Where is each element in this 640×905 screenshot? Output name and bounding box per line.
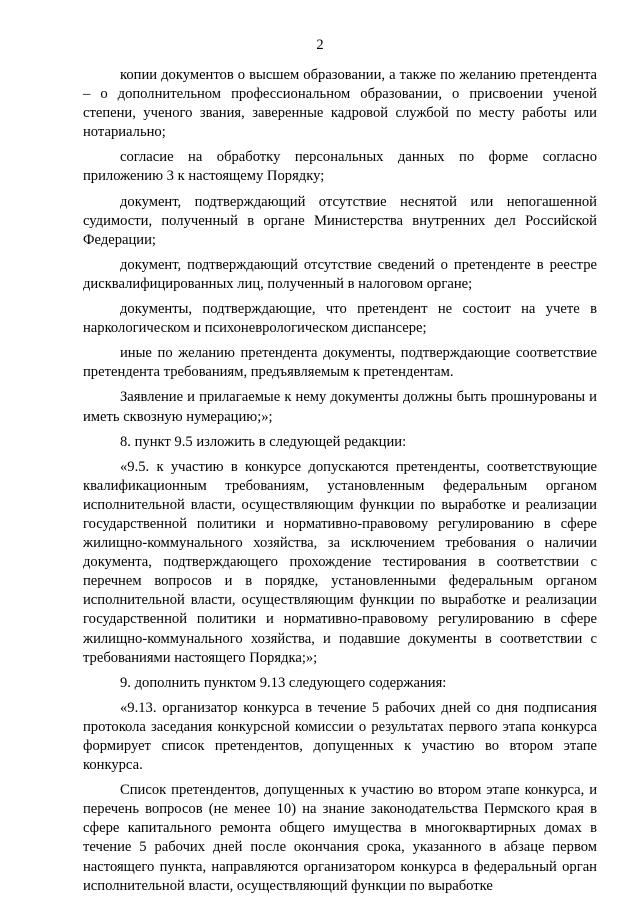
paragraph-clause-9-13: «9.13. организатор конкурса в течение 5 рабочих дней со дня подписания протокола заседания конкурсной комиссии о результатах первого этапа конкурса формирует список претендентов, допущенных к участию во втором этапе конкурса. xyxy=(83,699,597,774)
paragraph-medical-registration: документы, подтверждающие, что претендент не состоит на учете в наркологическом и психоневрологическом диспансере; xyxy=(83,301,597,337)
paragraph-other-documents: иные по желанию претендента документы, подтверждающие соответствие претендента требованиям, предъявляемым к претендентам. xyxy=(83,345,597,381)
paragraph-criminal-record: документ, подтверждающий отсутствие неснятой или непогашенной судимости, полученный в органе Министерства внутренних дел Российской Федерации; xyxy=(83,193,597,248)
paragraph-candidate-list: Список претендентов, допущенных к участию во втором этапе конкурса, и перечень вопросов (не менее 10) на знание законодательства Пермского края в сфере капитального ремонта общего имущества в многоквартирных домах в течение 5 рабочих дней после окончания срока, указанного в абзаце первом настоящего пункта, направляются организатором конкурса в федеральный орган исполнительной власти, осуществляющий функции по выработке xyxy=(83,782,597,894)
document-body xyxy=(83,66,597,896)
paragraph-item-8: 8. пункт 9.5 изложить в следующей редакции: xyxy=(120,433,407,450)
paragraph-diplomas: копии документов о высшем образовании, а также по желанию претендента – о дополнительном профессиональном образовании, о присвоении ученой степени, ученого звания, заверенные кадровой службой по месту работы или нотариально; xyxy=(83,67,597,141)
paragraph-disqualification-registry: документ, подтверждающий отсутствие сведений о претенденте в реестре дисквалифицированных лиц, полученный в налоговом органе; xyxy=(83,256,597,292)
paragraph-binding-requirement: Заявление и прилагаемые к нему документы должны быть прошнурованы и иметь сквозную нумерацию;»; xyxy=(83,389,597,425)
page-number: 2 xyxy=(316,37,324,53)
paragraph-item-9: 9. дополнить пунктом 9.13 следующего содержания: xyxy=(120,674,447,691)
paragraph-clause-9-5: «9.5. к участию в конкурсе допускаются претенденты, соответствующие квалификационным требованиям, установленным федеральным органом исполнительной власти, осуществляющим функции по выработке и реализации государственной политики и нормативно-правовому регулированию в сфере жилищно-коммунального хозяйства, за исключением требования о наличии документа, подтверждающего прохождение тестирования в соответствии с перечнем вопросов и в порядке, установленными федеральным органом исполнительной власти, осуществляющим функции по выработке и реализации государственной политики и нормативно-правовому регулированию в сфере жилищно-коммунального хозяйства, и подавшие документы в соответствии с требованиями настоящего Порядка;»; xyxy=(83,458,597,666)
paragraph-consent: согласие на обработку персональных данных по форме согласно приложению 3 к настоящему Порядку; xyxy=(83,149,597,185)
